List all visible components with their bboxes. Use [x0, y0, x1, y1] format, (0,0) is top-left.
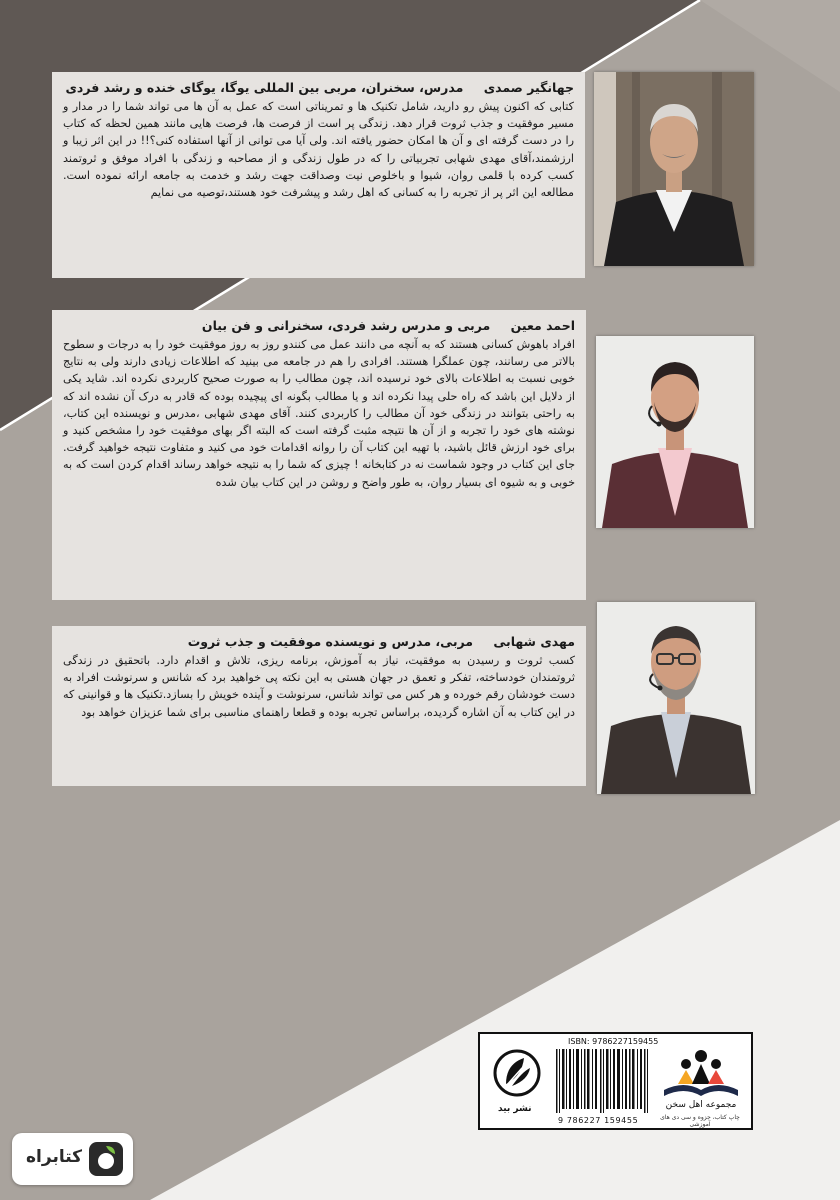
ketabrah-name: کتابراه [26, 1147, 83, 1167]
author-card-3 [52, 626, 586, 786]
author-card-2 [52, 310, 586, 600]
portrait-jahangir-samadi [594, 72, 754, 266]
author-card-1 [52, 72, 585, 278]
author-header [63, 634, 575, 649]
open-book-people-icon [656, 1046, 746, 1098]
barcode-panel [478, 1032, 753, 1130]
portrait-ahmad-moein [596, 336, 754, 528]
author-name: جهانگیر صمدی [483, 80, 574, 95]
publisher-name: نشر بید [498, 1104, 532, 1114]
ketabrah-badge[interactable] [12, 1133, 133, 1185]
author-testimonial: کسب ثروت و رسیدن به موفقیت، نیاز به آموزش، برنامه ریزی، تلاش و اقدام دارد. باتحقیق در زندگی ثروتمندان خودساخته، تفکر و تعمق در جهان هستی به این نکته پی خواهید برد که شانس و سرنوشت افراد به دست خودشان رقم خورده و هر کس می تواند شانس، سرنوشت و آینده خویش را بسازد.تکنیک ها و قوانینی که در این کتاب به آن اشاره گردیده، براساس تجربه بوده و قطعا راهنمای مناسبی برای شما عزیزان خواهد بود [63, 654, 575, 719]
portrait-mehdi-shahabi [597, 602, 755, 794]
ketabrah-icon [89, 1142, 123, 1176]
author-testimonial: افراد باهوش کسانی هستند که به آنچه می دانند عمل می کنندو روز به روز موفقیت خود را به درجات و سطوح بالاتر می رسانند، چون عملگرا هستند. افرادی را هم در جامعه می بینید که اطلاعات زیادی دارند ولی به نتایج خوبی نسبت به اطلاعات بالای خود نرسیده اند، چون مطالب را به صورت صحیح کاربردی نکرده اند. شاید یکی از دلایل این باشد که راه حلی پیدا نکرده اند و یا مطالب بگونه ای پیچیده بوده که قادر به درک آن نشده اند که به راحتی بتوانند در زندگی خود آن مطالب را کاربردی کنند. آقای مهدی شهابی ،مدرس و نویسنده این کتاب، نوشته های خود را تجربه و از آن ها نتیجه مثبت گرفته است که البته اگر بهای موفقیت خود را مشخص کنید و برای خود ارزش قائل باشید، با تهیه این کتاب آن را روانه اقدامات خود می کنید و متفاوت نتیجه خواهید گرفت. جای این کتاب در وجود شماست نه در کتابخانه ! چیزی که شما را به نتیجه خواهد رساند اقدام کردن است که به خوبی و به شیوه ای بسیار روان، به طور واضح و روشن در این کتاب بیان شده [63, 338, 575, 489]
author-name: احمد معین [510, 318, 575, 333]
leaf-icon [492, 1048, 542, 1098]
collection-name: مجموعه اهل سخن [665, 1100, 737, 1110]
isbn-number: 9 786227 159455 [558, 1116, 639, 1125]
author-testimonial: کتابی که اکنون پیش رو دارید، شامل تکنیک ها و تمریناتی است که عمل به آن ها می تواند شما را در مدار و مسیر موفقیت و جذب ثروت قرار دهد. زندگی پر است از فرصت ها، فرصت هایی مانند همین لحظه که کتاب را در دست گرفته ای و آن ها امکان حضور یافته اند. ولی آیا می توانی از آنها استفاده کنی؟!! در این اثر زیبا و ارزشمند،آقای مهدی شهابی تجربیاتی را که در طول زندگی و از مصاحبه و زندگی با افراد موفق و ثروتمند کسب کرده با قلمی روان، شیوا و باخلوص نیت وصداقت جهت رشد و خدمت به جامعه ارائه نموده است. مطالعه این اثر پر از تجربه را به کسانی که اهل رشد و پیشرفت خود هستند،توصیه می نمایم [63, 100, 574, 200]
author-header [63, 80, 574, 95]
author-name: مهدی شهابی [493, 634, 575, 649]
author-title: مربی و مدرس رشد فردی، سخنرانی و فن بیان [201, 318, 491, 333]
isbn-label: ISBN: 9786227159455 [568, 1037, 659, 1046]
collection-subtitle: چاپ کتاب، جزوه و سی دی های آموزشی [660, 1114, 740, 1128]
author-title: مربی، مدرس و نویسنده موفقیت و جذب ثروت [187, 634, 474, 649]
author-title: مدرس، سخنران، مربی بین المللی یوگا، یوگای خنده و رشد فردی [65, 80, 464, 95]
barcode [556, 1049, 648, 1113]
author-header [63, 318, 575, 333]
